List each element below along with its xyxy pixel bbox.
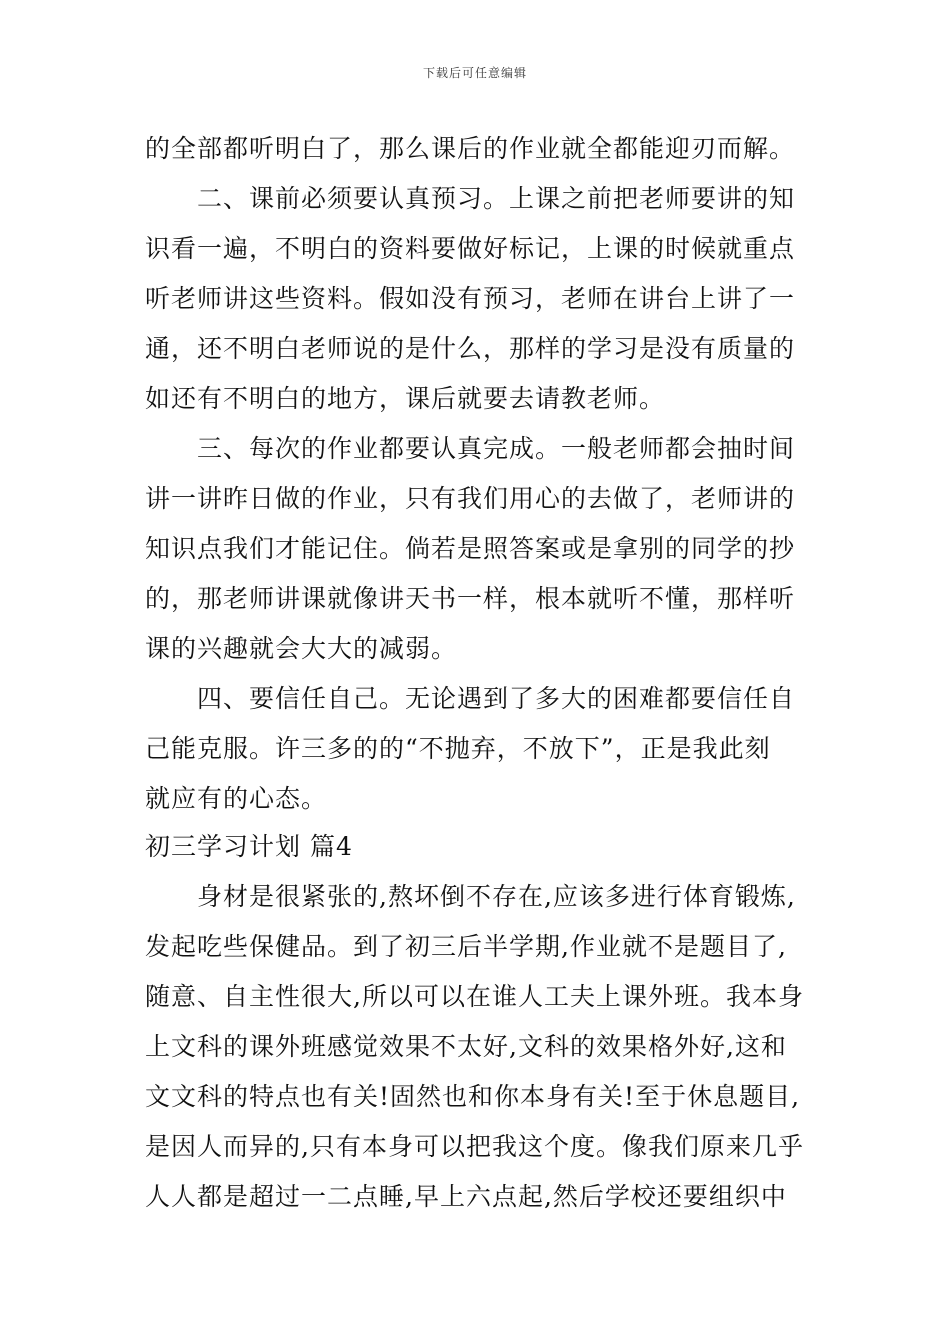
paragraph-start: 四、要信任自己。无论遇到了多大的困难都要信任自 (197, 684, 796, 713)
text-line: 发起吃些保健品。到了初三后半学期,作业就不是题目了, (145, 932, 787, 961)
text-line: 识看一遍，不明白的资料要做好标记，上课的时候就重点 (145, 234, 796, 263)
paragraph-start: 二、课前必须要认真预习。上课之前把老师要讲的知 (197, 184, 796, 213)
text-line: 通，还不明白老师说的是什么，那样的学习是没有质量的 (145, 334, 796, 363)
text-line: 如还有不明白的地方，课后就要去请教老师。 (145, 384, 666, 413)
text-line: 文文科的特点也有关!固然也和你本身有关!至于休息题目, (145, 1082, 801, 1111)
text-line: 讲一讲昨日做的作业，只有我们用心的去做了，老师讲的 (145, 484, 796, 513)
section-heading: 初三学习计划 篇4 (145, 832, 353, 861)
text-line: 己能克服。许三多的的“不抛弃，不放下”，正是我此刻 (145, 734, 771, 763)
text-line: 上文科的课外班感觉效果不太好,文科的效果格外好,这和 (145, 1032, 787, 1061)
paragraph-start: 三、每次的作业都要认真完成。一般老师都会抽时间 (197, 434, 796, 463)
text-line: 是因人而异的,只有本身可以把我这个度。像我们原来几乎 (145, 1132, 804, 1161)
header-note: 下载后可任意编辑 (422, 66, 527, 80)
text-line: 的全部都听明白了，那么课后的作业就全都能迎刃而解。 (145, 134, 796, 163)
text-line: 就应有的心态。 (145, 784, 328, 813)
text-line: 的，那老师讲课就像讲天书一样，根本就听不懂，那样听 (145, 584, 796, 613)
paragraph-start: 身材是很紧张的,熬坏倒不存在,应该多进行体育锻炼, (197, 882, 796, 911)
text-line: 知识点我们才能记住。倘若是照答案或是拿别的同学的抄 (145, 534, 796, 563)
text-line: 听老师讲这些资料。假如没有预习，老师在讲台上讲了一 (145, 284, 796, 313)
text-line: 人人都是超过一二点睡,早上六点起,然后学校还要组织中 (145, 1182, 787, 1211)
text-line: 课的兴趣就会大大的减弱。 (145, 634, 458, 663)
text-line: 随意、自主性很大,所以可以在谁人工夫上课外班。我本身 (145, 982, 804, 1011)
